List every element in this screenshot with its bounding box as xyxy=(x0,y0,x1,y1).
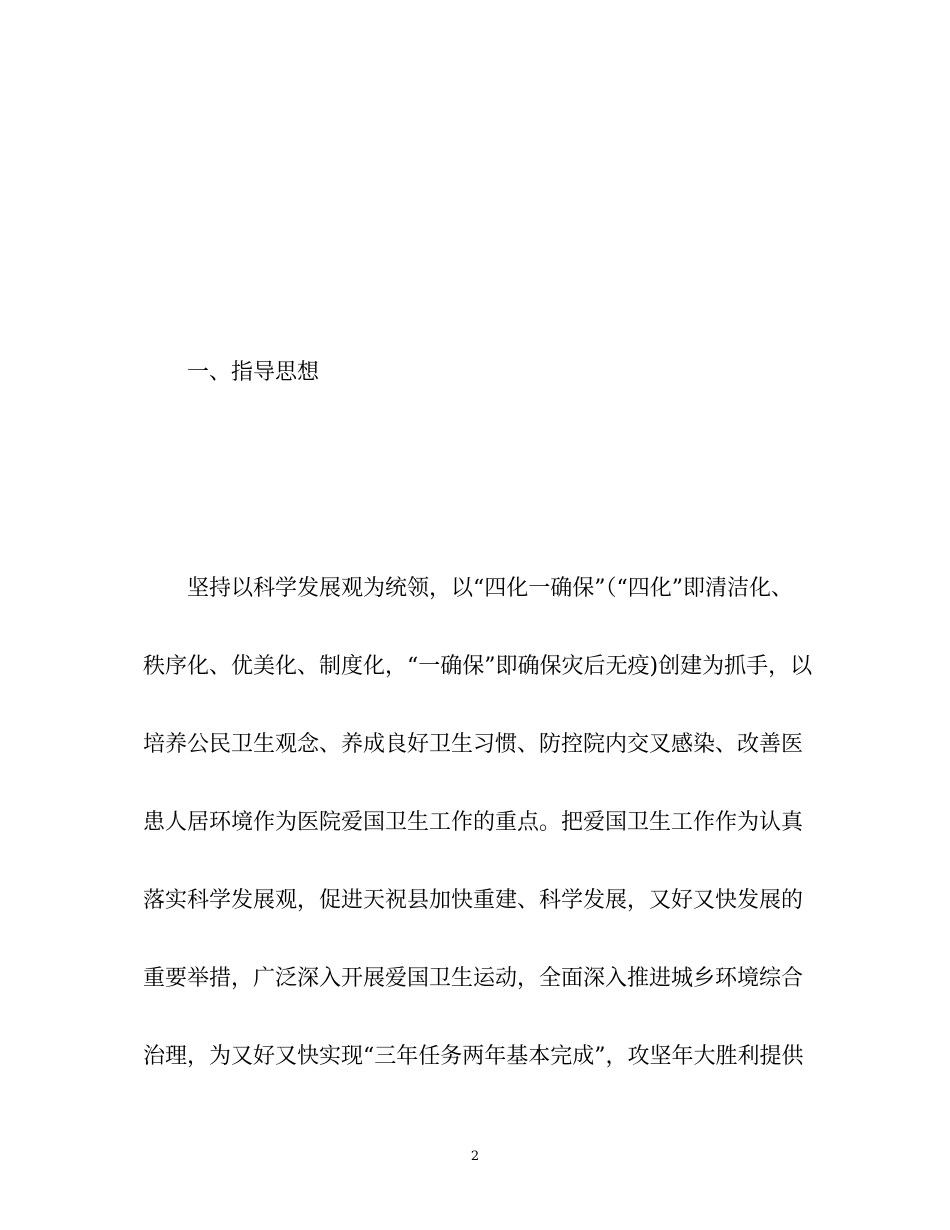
page-number: 2 xyxy=(470,1149,480,1164)
paragraph-line: 秩序化、优美化、制度化，“一确保”即确保灾后无疫)创建为抓手，以 xyxy=(143,654,813,679)
section-heading: 一、指导思想 xyxy=(187,360,320,385)
paragraph-line: 落实科学发展观，促进天祝县加快重建、科学发展，又好又快发展的 xyxy=(143,888,804,913)
paragraph-line: 重要举措，广泛深入开展爱国卫生运动，全面深入推进城乡环境综合 xyxy=(143,966,804,991)
paragraph-line: 治理，为又好又快实现“三年任务两年基本完成”，攻坚年大胜利提供 xyxy=(143,1044,804,1069)
paragraph-line: 患人居环境作为医院爱国卫生工作的重点。把爱国卫生工作作为认真 xyxy=(143,810,804,835)
paragraph-line: 坚持以科学发展观为统领，以“四化一确保”（“四化”即清洁化、 xyxy=(187,576,793,601)
paragraph-line: 培养公民卫生观念、养成良好卫生习惯、防控院内交叉感染、改善医 xyxy=(143,732,804,757)
